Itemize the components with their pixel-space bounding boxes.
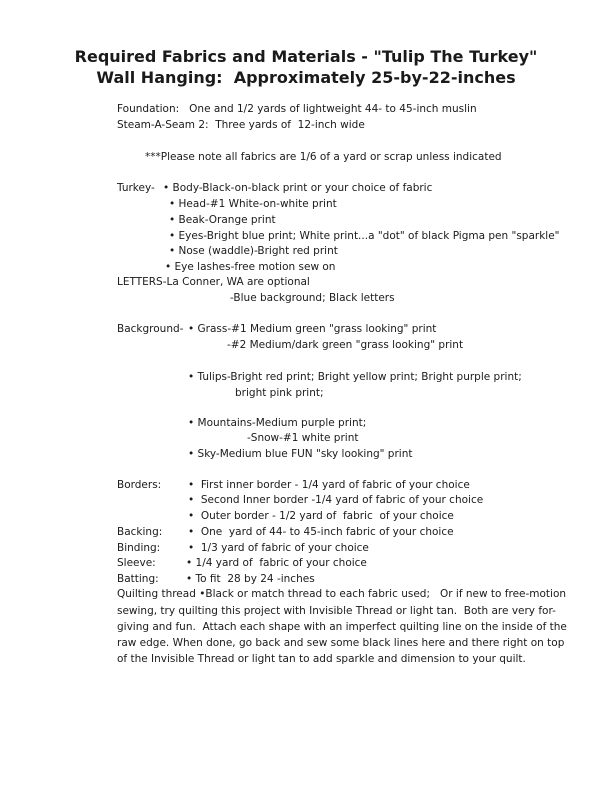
borders-item: • Second Inner border -1/4 yard of fabric of your choice <box>188 494 484 506</box>
steam-a-seam-line: Steam-A-Seam 2: Three yards of 12-inch wide <box>117 119 365 131</box>
turkey-item: • Eyes-Bright blue print; White print...a "dot" of black Pigma pen "sparkle" <box>169 230 560 242</box>
batting-value: • To fit 28 by 24 -inches <box>186 573 315 585</box>
binding-label: Binding: <box>117 542 161 554</box>
grass-2: -#2 Medium/dark green "grass looking" print <box>227 339 464 351</box>
quilting-line: of the Invisible Thread or light tan to add sparkle and dimension to your quilt. <box>117 653 526 665</box>
snow-line: -Snow-#1 white print <box>247 432 359 444</box>
quilting-line: raw edge. When done, go back and sew some black lines here and there right on top <box>117 637 565 649</box>
letters-line: LETTERS-La Conner, WA are optional <box>117 276 310 288</box>
turkey-item: • Beak-Orange print <box>169 214 276 226</box>
turkey-item: • Body-Black-on-black print or your choice of fabric <box>163 182 433 194</box>
foundation-line: Foundation: One and 1/2 yards of lightweight 44- to 45-inch muslin <box>117 103 477 115</box>
borders-label: Borders: <box>117 479 162 491</box>
tulips-line-1: • Tulips-Bright red print; Bright yellow print; Bright purple print; <box>188 371 522 383</box>
page-title-line-1: Required Fabrics and Materials - "Tulip The Turkey" <box>74 47 538 66</box>
letters-detail: -Blue background; Black letters <box>230 292 395 304</box>
tulips-line-2: bright pink print; <box>235 387 324 399</box>
backing-label: Backing: <box>117 526 163 538</box>
quilting-line: Quilting thread •Black or match thread to each fabric used; Or if new to free-motion <box>117 588 567 600</box>
grass-1: • Grass-#1 Medium green "grass looking" print <box>188 323 437 335</box>
quilting-line: sewing, try quilting this project with Invisible Thread or light tan. Both are very for- <box>117 605 556 617</box>
sleeve-value: • 1/4 yard of fabric of your choice <box>186 557 367 569</box>
backing-value: • One yard of 44- to 45-inch fabric of your choice <box>188 526 454 538</box>
fabric-note: ***Please note all fabrics are 1/6 of a yard or scrap unless indicated <box>145 151 502 163</box>
page-title-line-2: Wall Hanging: Approximately 25-by-22-inches <box>96 68 516 87</box>
borders-item: • Outer border - 1/2 yard of fabric of your choice <box>188 510 454 522</box>
sky-line: • Sky-Medium blue FUN "sky looking" print <box>188 448 413 460</box>
sleeve-label: Sleeve: <box>117 557 156 569</box>
turkey-item: • Head-#1 White-on-white print <box>169 198 337 210</box>
turkey-item: • Eye lashes-free motion sew on <box>165 261 336 273</box>
binding-value: • 1/3 yard of fabric of your choice <box>188 542 369 554</box>
turkey-item: • Nose (waddle)-Bright red print <box>169 245 338 257</box>
turkey-label: Turkey- <box>117 182 155 194</box>
batting-label: Batting: <box>117 573 159 585</box>
mountains-line: • Mountains-Medium purple print; <box>188 417 367 429</box>
background-label: Background- <box>117 323 184 335</box>
borders-item: • First inner border - 1/4 yard of fabric of your choice <box>188 479 470 491</box>
quilting-line: giving and fun. Attach each shape with an imperfect quilting line on the inside of the <box>117 621 567 633</box>
